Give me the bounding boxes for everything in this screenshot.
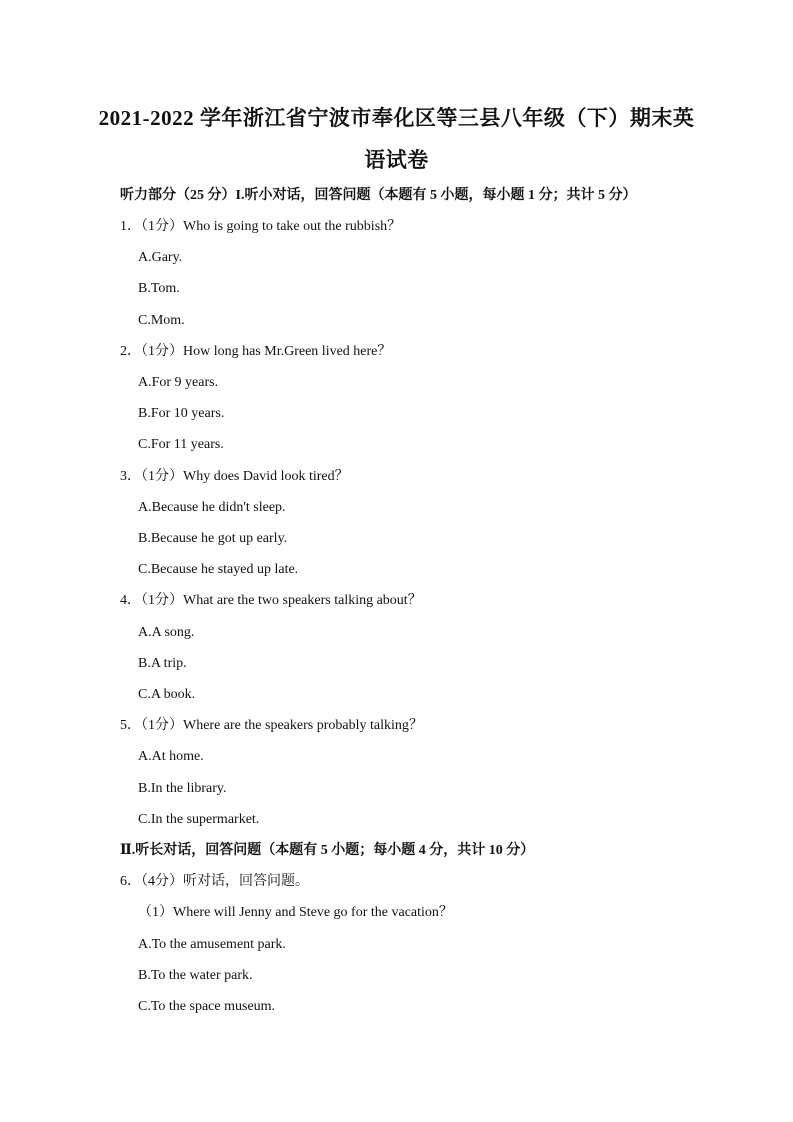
question-2-option-a: A.For 9 years. — [138, 375, 219, 390]
question-5-option-c: C.In the supermarket. — [138, 812, 260, 827]
question-4-option-b: B.A trip. — [138, 656, 187, 671]
question-1-stem: 1．（1分）Who is going to take out the rubbish？ — [120, 219, 402, 234]
question-2-option-c: C.For 11 years. — [138, 437, 224, 452]
exam-title-line-1: 2021-2022 学年浙江省宁波市奉化区等三县八年级（下）期末英 — [98, 106, 695, 130]
question-1-option-b: B.Tom. — [138, 281, 180, 296]
question-6-option-b: B.To the water park. — [138, 968, 253, 983]
question-4-option-c: C.A book. — [138, 687, 196, 702]
question-4-option-a: A.A song. — [138, 625, 195, 640]
question-4-stem: 4．（1分）What are the two speakers talking about？ — [120, 593, 422, 608]
question-5-option-b: B.In the library. — [138, 781, 227, 796]
question-6-option-a: A.To the amusement park. — [138, 937, 286, 952]
question-6-subquestion-1: （1）Where will Jenny and Steve go for the vacation？ — [138, 905, 453, 920]
question-6-option-c: C.To the space museum. — [138, 999, 276, 1014]
question-5-option-a: A.At home. — [138, 749, 204, 764]
question-1-option-c: C.Mom. — [138, 313, 185, 328]
question-2-stem: 2．（1分）How long has Mr.Green lived here？ — [120, 344, 392, 359]
question-5-stem: 5．（1分）Where are the speakers probably talking？ — [120, 718, 423, 733]
section-1-heading: 听力部分（25 分）I.听小对话，回答问题（本题有 5 小题，每小题 1 分；共计 5 分） — [120, 188, 637, 203]
exam-title-line-2: 语试卷 — [364, 148, 429, 172]
question-6-stem: 6．（4分）听对话，回答问题。 — [120, 874, 309, 889]
question-3-stem: 3．（1分）Why does David look tired？ — [120, 469, 349, 484]
question-3-option-b: B.Because he got up early. — [138, 531, 288, 546]
question-3-option-a: A.Because he didn't sleep. — [138, 500, 286, 515]
question-3-option-c: C.Because he stayed up late. — [138, 562, 299, 577]
section-2-heading: Ⅱ.听长对话，回答问题（本题有 5 小题；每小题 4 分，共计 10 分） — [120, 843, 535, 858]
question-2-option-b: B.For 10 years. — [138, 406, 225, 421]
question-1-option-a: A.Gary. — [138, 250, 183, 265]
